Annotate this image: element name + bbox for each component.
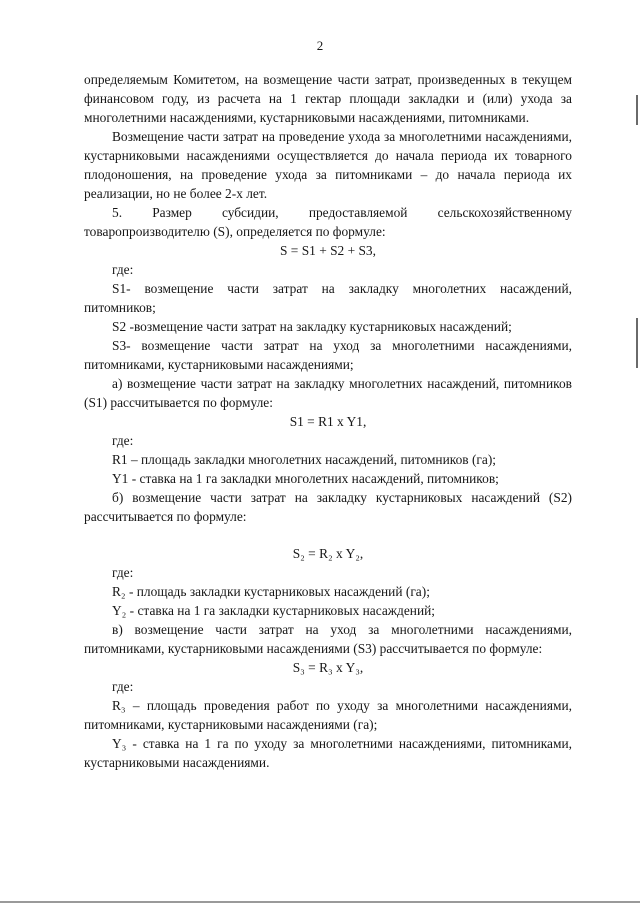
definition-s3: S3- возмещение части затрат на уход за многолетними насаждениями, питомниками, кустарниковыми насаждениями; — [84, 338, 572, 372]
where-label: где: — [112, 262, 134, 277]
scan-edge-mark — [636, 95, 638, 125]
formula-s1: S1 = R1 x Y1, — [289, 414, 367, 429]
formula-s3: S₃ = R₃ x Y₃, — [292, 660, 364, 675]
scan-bottom-edge — [0, 901, 640, 903]
paragraph-subsidy-size: 5. Размер субсидии, предоставляемой сельскохозяйственному товаропроизводителю (S), определяется по формуле: — [84, 205, 572, 239]
definition-y3: Y₃ - ставка на 1 га по уходу за многолетними насаждениями, питомниками, кустарниковыми насаждениями. — [84, 736, 572, 770]
definition-r1: R1 – площадь закладки многолетних насаждений, питомников (га); — [112, 452, 497, 467]
formula-s2: S₂ = R₂ x Y₂, — [292, 546, 364, 561]
page-number: 2 — [316, 38, 324, 53]
scan-edge-mark — [636, 318, 638, 368]
paragraph-continuation: определяемым Комитетом, на возмещение части затрат, произведенных в текущем финансовом году, из расчета на 1 гектар площади закладки и (или) ухода за многолетними насаждениями, кустарниковыми насаждениями, питомниками. — [84, 72, 572, 125]
item-b: б) возмещение части затрат на закладку кустарниковых насаждений (S2) рассчитывается по формуле: — [84, 490, 572, 524]
definition-r3: R₃ – площадь проведения работ по уходу за многолетними насаждениями, питомниками, кустарниковыми насаждениями (га); — [84, 698, 572, 732]
definition-y2: Y₂ - ставка на 1 га закладки кустарниковых насаждений; — [112, 603, 436, 618]
definition-s1: S1- возмещение части затрат на закладку многолетних насаждений, питомников; — [84, 281, 572, 315]
paragraph-care-costs: Возмещение части затрат на проведение ухода за многолетними насаждениями, кустарниковыми насаждениями осуществляется до начала периода их товарного плодоношения, на проведение ухода за питомниками – до начала периода их реализации, но не более 2-х лет. — [84, 129, 572, 201]
where-label: где: — [112, 565, 134, 580]
item-a: а) возмещение части затрат на закладку многолетних насаждений, питомников (S1) рассчитывается по формуле: — [84, 376, 572, 410]
formula-s: S = S1 + S2 + S3, — [280, 243, 376, 258]
definition-y1: Y1 - ставка на 1 га закладки многолетних насаждений, питомников; — [112, 471, 499, 486]
definition-r2: R₂ - площадь закладки кустарниковых насаждений (га); — [112, 584, 430, 599]
document-body — [84, 70, 572, 772]
item-v: в) возмещение части затрат на уход за многолетними насаждениями, питомниками, кустарниковыми насаждениями (S3) рассчитывается по формуле: — [84, 622, 572, 656]
definition-s2: S2 -возмещение части затрат на закладку кустарниковых насаждений; — [112, 319, 512, 334]
where-label: где: — [112, 433, 134, 448]
where-label: где: — [112, 679, 134, 694]
